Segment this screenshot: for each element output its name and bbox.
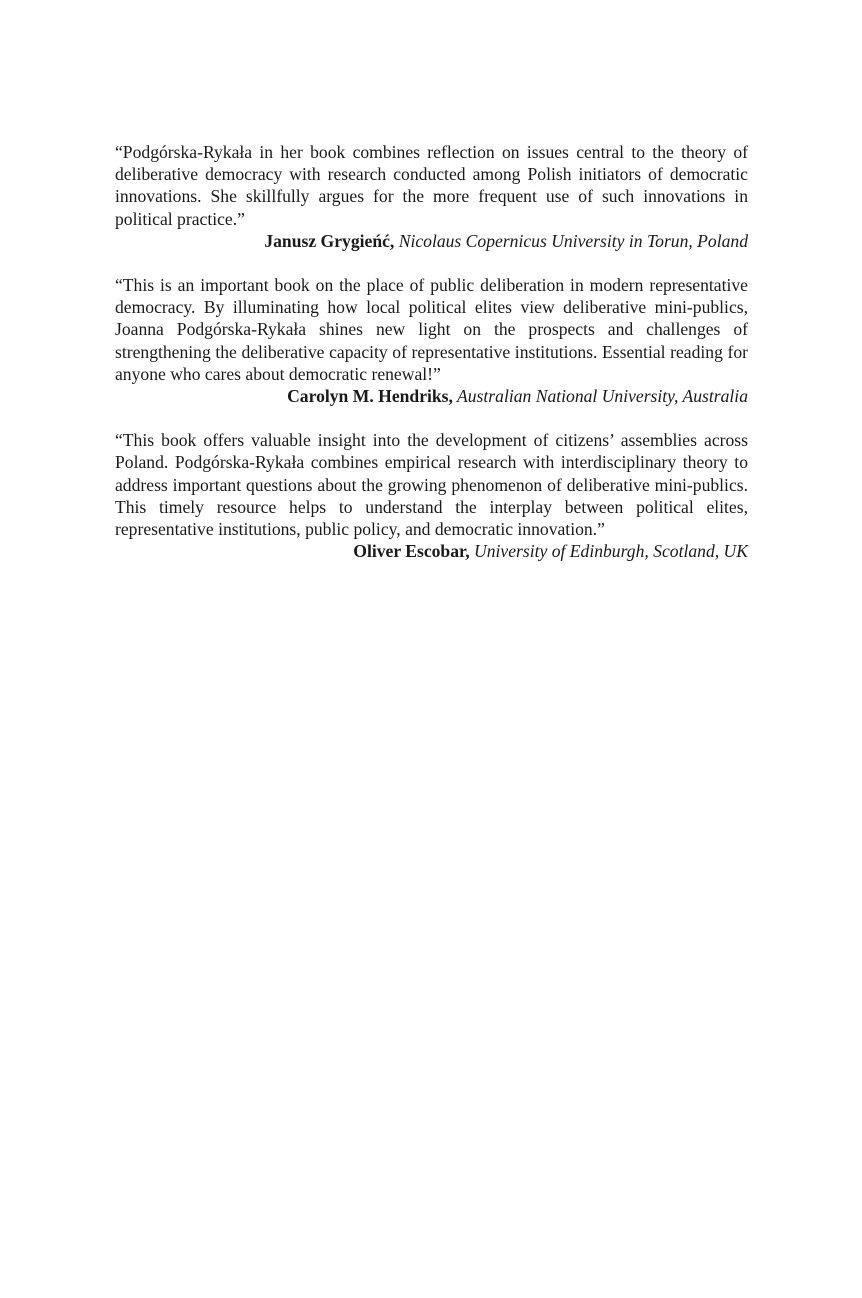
endorsement-attribution	[115, 230, 748, 252]
endorsement-affiliation: Nicolaus Copernicus University in Torun, Poland	[394, 230, 748, 251]
endorsement-affiliation: University of Edinburgh, Scotland, UK	[469, 541, 748, 562]
endorsement-3	[115, 429, 748, 562]
endorsement-author: Oliver Escobar,	[353, 541, 470, 562]
endorsement-2	[115, 274, 748, 407]
endorsement-attribution	[115, 540, 748, 562]
endorsement-quote: “This book offers valuable insight into the development of citizens’ assemblies across Poland. Podgórska-Rykała combines empirical research with interdisciplinary theory to address important questions about the growing phenomenon of deliberative mini-publics. This timely resource helps to understand the interplay between political elites, representative institutions, public policy, and democratic innovation.”	[115, 430, 748, 540]
endorsement-author: Carolyn M. Hendriks,	[287, 386, 453, 407]
endorsement-attribution	[115, 385, 748, 407]
endorsement-quote: “This is an important book on the place of public deliberation in modern representative democracy. By illuminating how local political elites view deliberative mini-publics, Joanna Podgórska-Rykała shines new light on the prospects and challenges of strengthening the deliberative capacity of representative institutions. Essential reading for anyone who cares about democratic renewal!”	[115, 275, 748, 384]
endorsements-section	[115, 141, 748, 584]
endorsement-author: Janusz Grygieńć,	[264, 230, 395, 251]
endorsement-quote: “Podgórska-Rykała in her book combines reflection on issues central to the theory of deliberative democracy with research conducted among Polish initiators of democratic innovations. She skillfully argues for the more frequent use of such innovations in political practice.”	[115, 142, 748, 229]
endorsement-affiliation: Australian National University, Australia	[452, 386, 748, 407]
endorsement-1	[115, 141, 748, 252]
